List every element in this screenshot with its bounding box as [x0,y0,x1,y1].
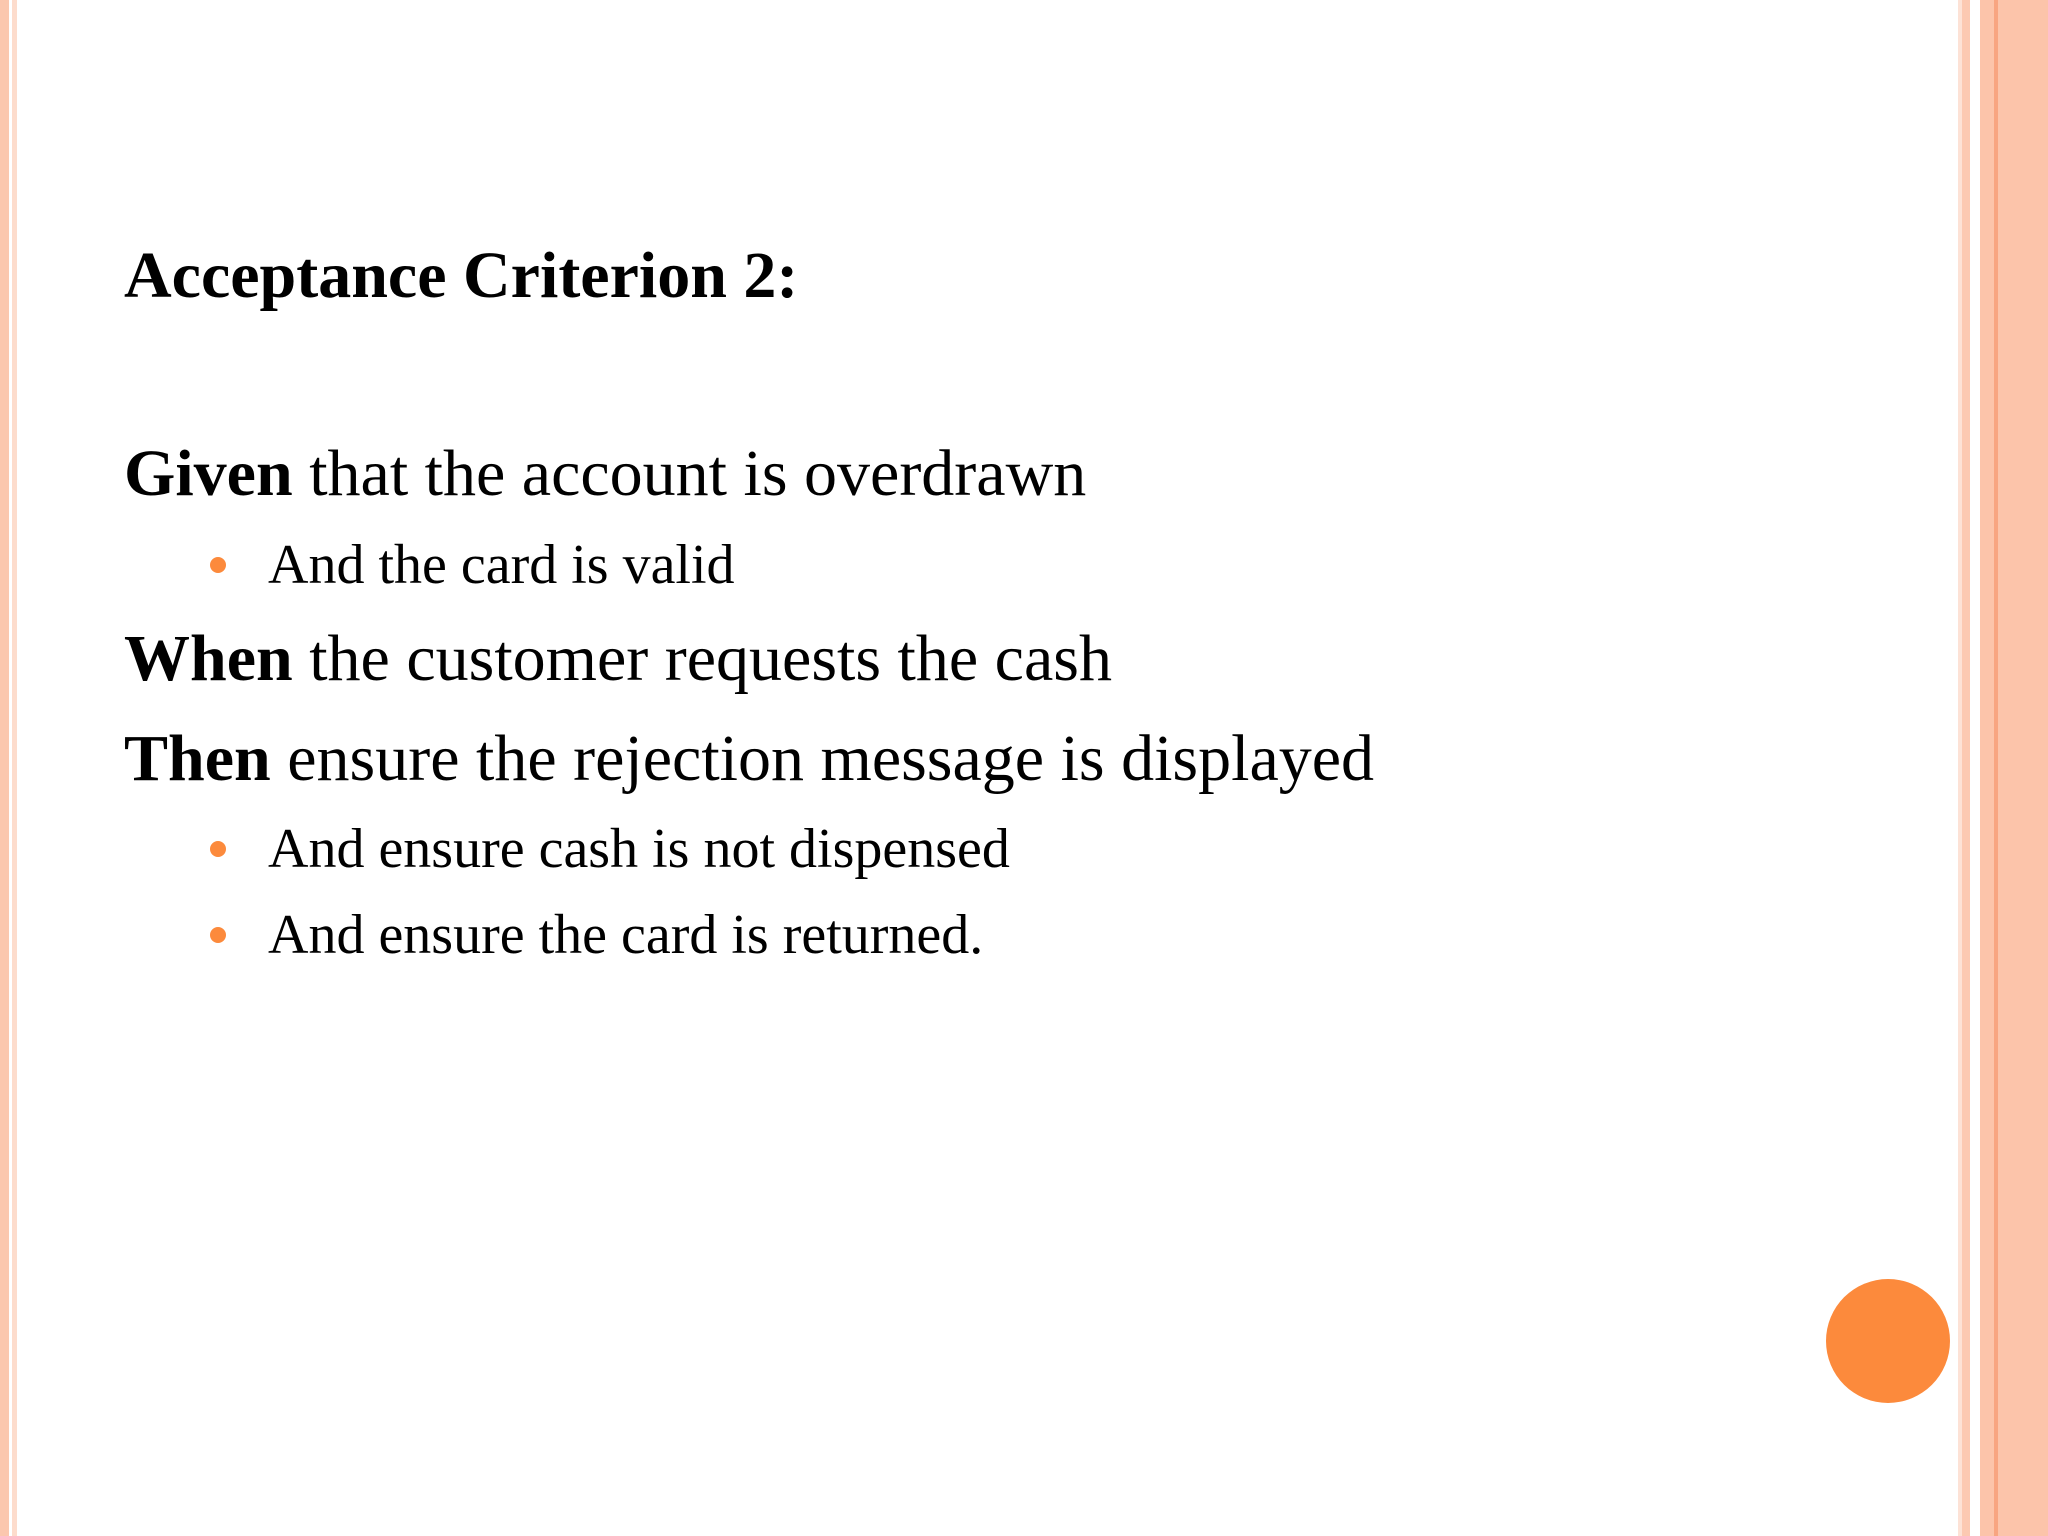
bullet-text: And ensure cash is not dispensed [268,818,1010,880]
left-border-stripe [0,0,9,1536]
accent-circle [1826,1279,1950,1403]
right-border-stripe-5 [1998,0,2048,1536]
given-keyword: Given [124,437,293,510]
then-keyword: Then [124,722,271,795]
left-border-stripe-inner [12,0,17,1536]
bullet-item [268,900,983,970]
bullet-item [268,814,1010,884]
bullet-item [268,530,735,600]
right-border-stripe-2 [1962,0,1970,1536]
when-keyword: When [124,622,293,695]
then-text: ensure the rejection message is displayed [270,722,1375,795]
bullet-dot-icon [210,557,226,573]
given-line [124,434,1086,514]
given-text: that the account is overdrawn [292,437,1087,510]
when-text: the customer requests the cash [292,622,1112,695]
then-line [124,719,1374,799]
right-border-stripe-3 [1980,0,1994,1536]
bullet-text: And ensure the card is returned. [268,904,984,966]
bullet-dot-icon [210,927,226,943]
bullet-text: And the card is valid [268,534,735,596]
when-line [124,619,1112,699]
bullet-dot-icon [210,841,226,857]
slide-heading: Acceptance Criterion 2: [124,239,799,312]
right-border-gap [1970,0,1980,1536]
